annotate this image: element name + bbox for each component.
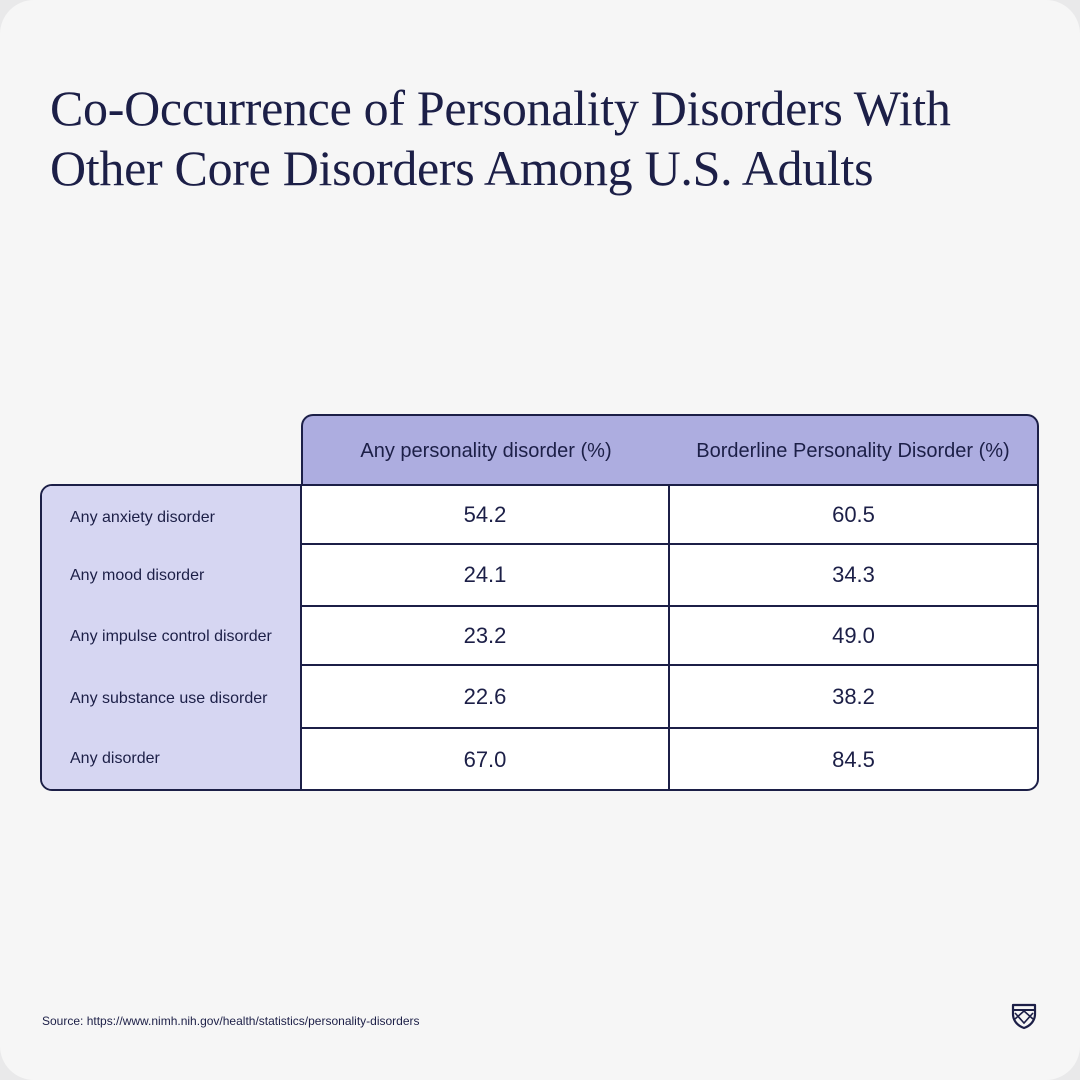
table-body: [40, 484, 1039, 791]
table-cell: 54.2: [463, 501, 507, 527]
table-cell: 23.2: [463, 622, 507, 648]
row-label-impulse-control: Any impulse control disorder: [70, 628, 272, 645]
table-cell: 24.1: [463, 562, 507, 587]
table-cell: 38.2: [832, 683, 875, 709]
table-cell: 22.6: [463, 683, 507, 709]
row-label-any-disorder: Any disorder: [70, 750, 160, 767]
title-line-1: Co-Occurrence of Personality Disorders With: [50, 80, 951, 136]
table-cell: 60.5: [832, 501, 875, 527]
table-cell: 67.0: [463, 747, 507, 772]
row-label-anxiety: Any anxiety disorder: [70, 508, 215, 526]
column-header-any-personality-disorder: Any personality disorder (%): [360, 439, 612, 462]
title-line-2: Other Core Disorders Among U.S. Adults: [50, 140, 874, 196]
table-cell: 34.3: [832, 562, 875, 587]
table-header: [301, 414, 1039, 486]
row-label-mood: Any mood disorder: [70, 567, 205, 584]
column-header-borderline-personality-disorder: Borderline Personality Disorder (%): [696, 439, 1010, 462]
table-cell: 49.0: [832, 622, 875, 648]
row-label-substance-use: Any substance use disorder: [70, 689, 268, 707]
shield-crest-icon: [1010, 1002, 1038, 1030]
source-note: Source: https://www.nimh.nih.gov/health/statistics/personality-disorders: [42, 1014, 420, 1028]
table-cell: 84.5: [832, 747, 875, 772]
